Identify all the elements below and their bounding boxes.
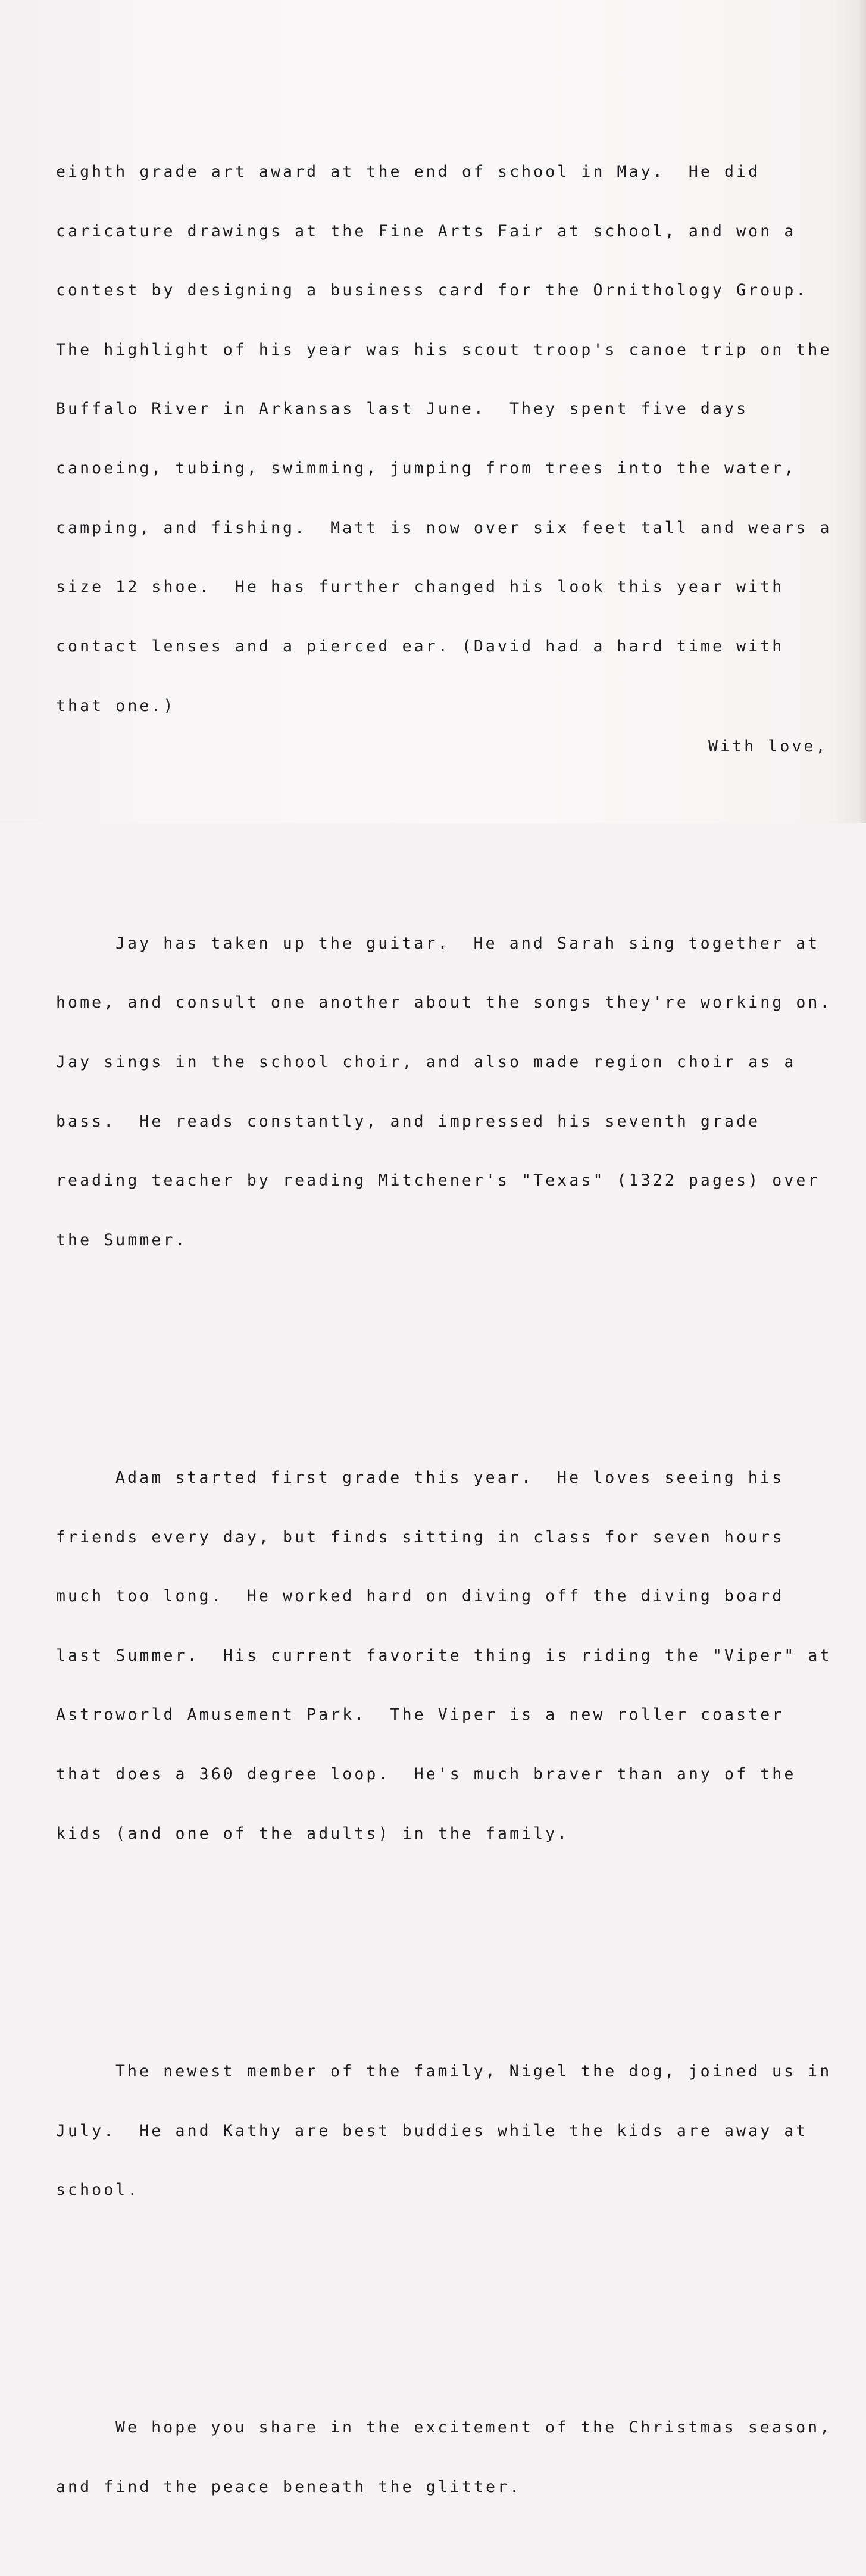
paragraph-jay: [56, 894, 842, 1289]
closing-salutation: With love,: [708, 737, 828, 756]
text-line: contest by designing a business card for the Ornithology Group.: [56, 281, 808, 300]
text-line: Adam started first grade this year. He loves seeing his: [115, 1468, 784, 1487]
text-line: The highlight of his year was his scout troop's canoe trip on the: [56, 340, 832, 359]
text-line: school.: [56, 2181, 140, 2200]
text-line: reading teacher by reading Mitchener's "Texas" (1322 pages) over: [56, 1171, 820, 1190]
paragraph-matt: [56, 123, 842, 756]
text-line: the Summer.: [56, 1230, 187, 1249]
text-line: camping, and fishing. Matt is now over six feet tall and wears a: [56, 518, 832, 537]
text-line: Jay has taken up the guitar. He and Sarah sing together at: [115, 934, 820, 953]
text-line: July. He and Kathy are best buddies while the kids are away at: [56, 2121, 808, 2140]
text-line: friends every day, but finds sitting in class for seven hours: [56, 1527, 784, 1546]
text-line: home, and consult one another about the songs they're working on.: [56, 993, 832, 1012]
page-edge-shadow: [859, 0, 866, 823]
text-line: We hope you share in the excitement of the Christmas season,: [115, 2418, 832, 2437]
text-line: Buffalo River in Arkansas last June. They spent five days: [56, 400, 749, 419]
text-line: Astroworld Amusement Park. The Viper is a new roller coaster: [56, 1705, 784, 1724]
text-line: that one.): [56, 696, 176, 715]
paragraph-wishes: [56, 2378, 842, 2537]
text-line: size 12 shoe. He has further changed his look this year with: [56, 578, 784, 597]
text-line: eighth grade art award at the end of school in May. He did: [56, 163, 761, 182]
paragraph-adam: [56, 1429, 842, 1883]
text-line: canoeing, tubing, swimming, jumping from trees into the water,: [56, 459, 796, 478]
text-line: caricature drawings at the Fine Arts Fair at school, and won a: [56, 222, 796, 241]
text-line: bass. He reads constantly, and impressed his seventh grade: [56, 1112, 761, 1131]
letter-body: [56, 63, 842, 2576]
text-line: Jay sings in the school choir, and also made region choir as a: [56, 1052, 796, 1071]
text-line: kids (and one of the adults) in the family.: [56, 1824, 570, 1843]
text-line: last Summer. His current favorite thing is riding the "Viper" at: [56, 1646, 832, 1665]
text-line: contact lenses and a pierced ear. (David had a hard time with: [56, 637, 784, 656]
text-line: that does a 360 degree loop. He's much braver than any of the: [56, 1765, 796, 1784]
paragraph-nigel: [56, 2022, 842, 2240]
text-line: and find the peace beneath the glitter.: [56, 2477, 522, 2496]
text-line: much too long. He worked hard on diving off the diving board: [56, 1587, 784, 1606]
text-line: The newest member of the family, Nigel the dog, joined us in: [115, 2062, 832, 2081]
